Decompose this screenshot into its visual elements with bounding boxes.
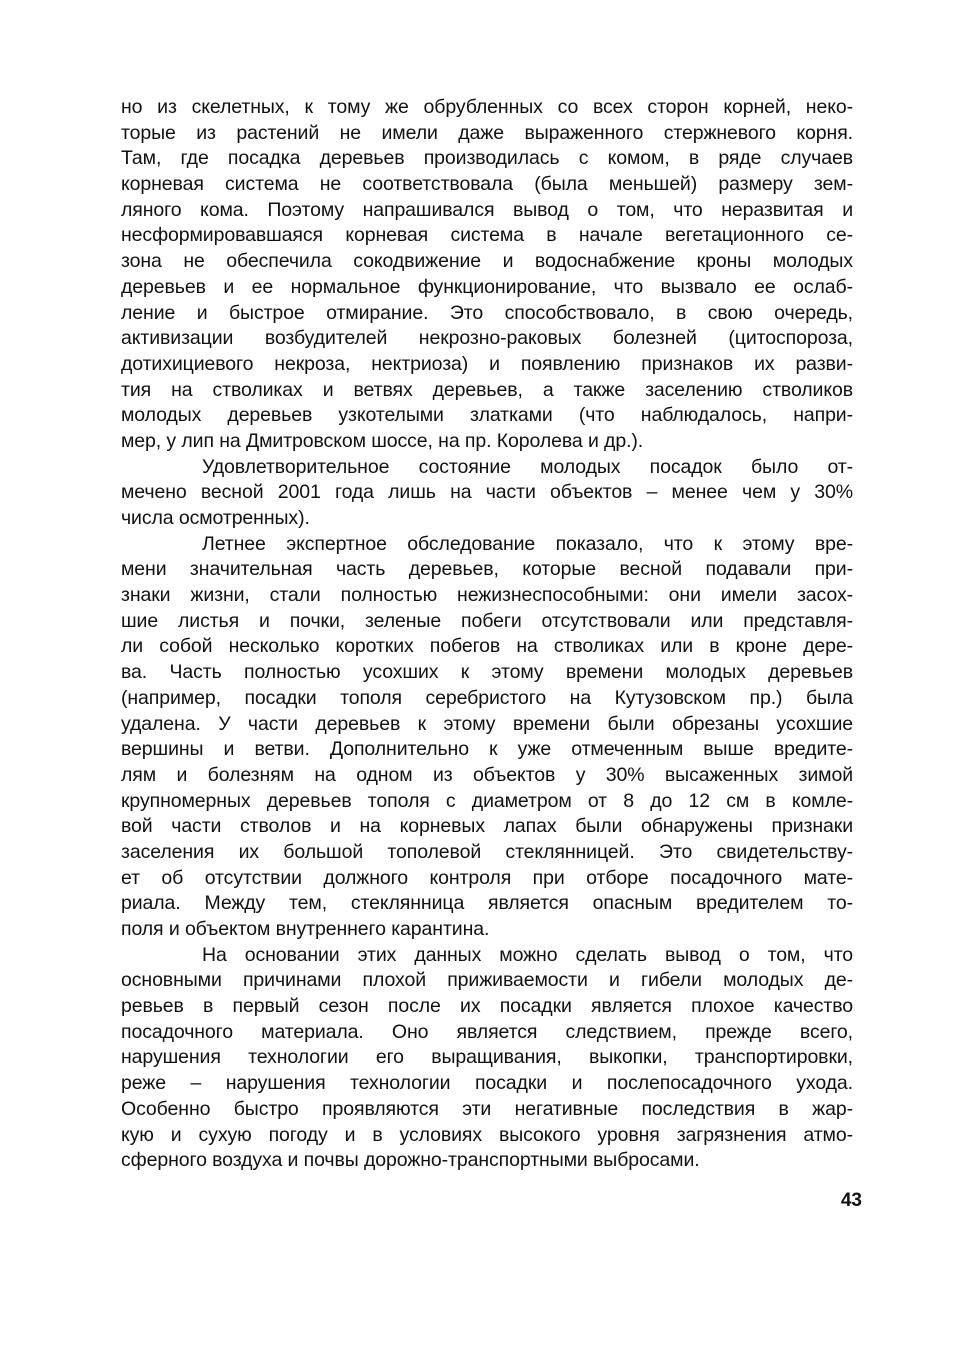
text-line: посадочного материала. Оно является следствием, прежде всего, <box>121 1020 853 1043</box>
text-line: ли собой несколько коротких побегов на стволиках или в кроне дере- <box>121 635 853 658</box>
text-line: основными причинами плохой приживаемости и гибели молодых де- <box>121 969 853 992</box>
text-line: реже – нарушения технологии посадки и послепосадочного ухода. <box>121 1072 853 1095</box>
text-line: зона не обеспечила сокодвижение и водоснабжение кроны молодых <box>121 250 853 273</box>
text-line: поля и объектом внутреннего карантина. <box>121 918 490 940</box>
text-line: мени значительная часть деревьев, которые весной подавали при- <box>121 558 853 581</box>
text-line: вой части стволов и на корневых лапах были обнаружены признаки <box>121 815 853 838</box>
text-line: знаки жизни, стали полностью нежизнеспособными: они имели засох- <box>121 584 853 607</box>
text-line: числа осмотренных). <box>121 507 310 529</box>
text-line: мер, у лип на Дмитровском шоссе, на пр. Королева и др.). <box>121 429 644 452</box>
text-line: но из скелетных, к тому же обрубленных со всех сторон корней, неко- <box>121 96 853 118</box>
text-line: Особенно быстро проявляются эти негативные последствия в жар- <box>121 1097 853 1120</box>
paragraph-first-line: Удовлетворительное состояние молодых посадок было от- <box>202 455 853 478</box>
paragraph-first-line: На основании этих данных можно сделать вывод о том, что <box>202 943 853 966</box>
text-line: ва. Часть полностью усохших к этому времени молодых деревьев <box>121 661 853 684</box>
page-number: 43 <box>840 1190 862 1211</box>
text-line: дотихициевого некроза, нектриоза) и появлению признаков их разви- <box>121 352 853 375</box>
text-line: крупномерных деревьев тополя с диаметром от 8 до 12 см в комле- <box>121 789 853 812</box>
text-line: заселения их большой тополевой стеклянницей. Это свидетельству- <box>121 840 853 863</box>
text-line: ет об отсутствии должного контроля при отборе посадочного мате- <box>121 866 853 889</box>
text-line: нарушения технологии его выращивания, выкопки, транспортировки, <box>121 1046 853 1069</box>
text-line: ляного кома. Поэтому напрашивался вывод о том, что неразвитая и <box>121 198 853 221</box>
text-line: вершины и ветви. Дополнительно к уже отмеченным выше вредите- <box>121 738 853 761</box>
text-line: деревьев и ее нормальное функционирование, что вызвало ее ослаб- <box>121 275 853 298</box>
text-line: несформировавшаяся корневая система в начале вегетационного се- <box>121 224 853 247</box>
text-line: мечено весной 2001 года лишь на части объектов – менее чем у 30% <box>121 481 853 504</box>
text-line: шие листья и почки, зеленые побеги отсутствовали или представля- <box>121 609 853 632</box>
text-line: кую и сухую погоду и в условиях высокого уровня загрязнения атмо- <box>121 1123 853 1146</box>
text-line: ревьев в первый сезон после их посадки является плохое качество <box>121 995 853 1018</box>
text-line: торые из растений не имели даже выраженного стержневого корня. <box>121 121 853 144</box>
text-line: тия на стволиках и ветвях деревьев, а также заселению стволиков <box>121 378 853 401</box>
text-line: лям и болезням на одном из объектов у 30% высаженных зимой <box>121 763 853 786</box>
text-line: корневая система не соответствовала (была меньшей) размеру зем- <box>121 173 853 196</box>
paragraph-first-line: Летнее экспертное обследование показало, что к этому вре- <box>202 532 853 555</box>
text-line: удалена. У части деревьев к этому времени были обрезаны усохшие <box>121 712 853 735</box>
text-line: сферного воздуха и почвы дорожно-транспортными выбросами. <box>121 1149 700 1172</box>
text-line: активизации возбудителей некрозно-раковых болезней (цитоспороза, <box>121 327 853 350</box>
text-line: Там, где посадка деревьев производилась с комом, в ряде случаев <box>121 147 853 170</box>
text-line: (например, посадки тополя серебристого на Кутузовском пр.) была <box>121 686 853 709</box>
text-line: молодых деревьев узкотелыми златками (что наблюдалось, напри- <box>121 404 853 427</box>
text-line: ление и быстрое отмирание. Это способствовало, в свою очередь, <box>121 301 853 324</box>
text-line: риала. Между тем, стеклянница является опасным вредителем то- <box>121 892 853 915</box>
body-text <box>121 95 853 1174</box>
